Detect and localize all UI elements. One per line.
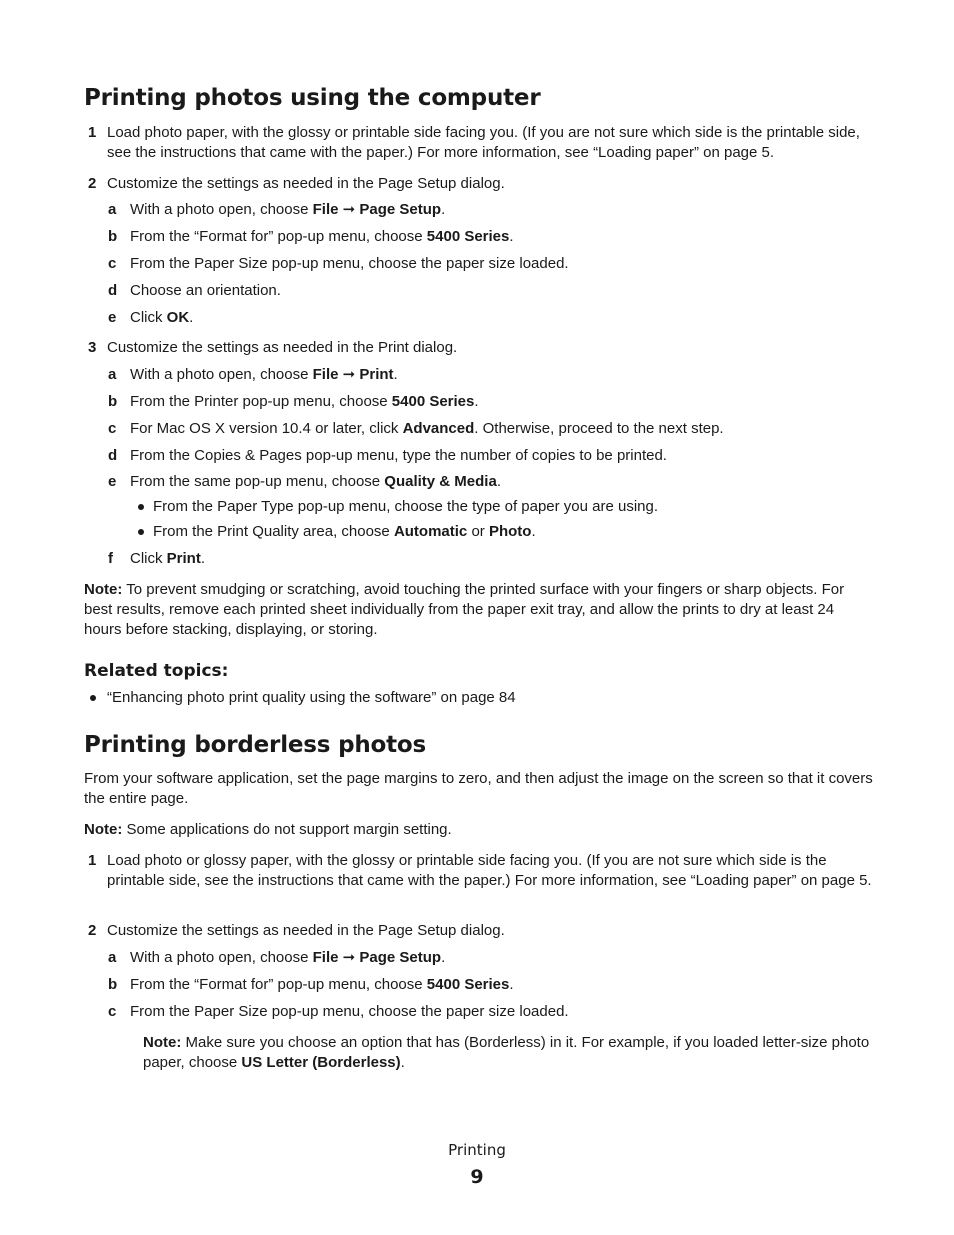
bullet-icon [138,504,144,510]
footer-chapter-label: Printing [448,1141,506,1159]
borderless-intro: From your software application, set the page margins to zero, and then adjust the image on the screen so that it covers the entire page. [84,770,873,807]
bullet-icon [138,529,144,535]
section-title-printing-photos: Printing photos using the computer [84,85,541,111]
page-number: 9 [470,1166,484,1188]
note-margin: Note: Some applications do not support margin setting. [84,821,452,838]
note-borderless-option: Note: Make sure you choose an option that has (Borderless) in it. For example, if you loaded letter-size photo paper, choose US Letter (Borderless). [143,1034,870,1071]
section-title-borderless: Printing borderless photos [84,732,426,758]
document-page: Printing photos using the computer 1 Load photo paper, with the glossy or printable side facing you. (If you are not sure which side is the printable side, see the instructions that came with the paper.) For more information, see “Loading paper” on page 5. 2 Customize the settings as needed in the Page Setup dialog. a With a photo open, choose File ➞ Page Setup. b From the “Format for” pop-up menu, choose 5400 Series. c From the Paper Size pop-up menu, choose the paper size loaded. d Choose an orientation. e Click OK. 3 Customize the settings as needed in the Print dialog. a With a photo open, choose File ➞ Print. b From the Printer pop-up menu, choose 5400 Series. c For Mac OS X version 10.4 or later, click Advanced. Otherwise, proceed to the next step. d From the Copies & Pages pop-up menu, type the number of copies to be printed. e From the same pop-up menu, choose Quality & Media. From the Paper Type pop-up menu, choose the type of paper you are using. From the Print Quality area, choose Automatic or Photo. f Click Print. Note: To prevent smudging or scratching, avoid touching the printed surface with your fingers or sharp objects. For best results, remove each printed sheet individually from the paper exit tray, and allow the prints to dry at least 24 hours before stacking, displaying, or storing. Related topics: “Enhancing photo print quality using the software” on page 84 Printing borderless photos From your software application, set the page margins to zero, and then adjust the image on the screen so that it covers the entire page. Note: Some applications do not support margin setting. 1 Load photo or glossy paper, with the glossy or printable side facing you. (If you are not sure which side is the printable side, see the instructions that came with the paper.) For more information, see “Loading paper” on page 5. 2 Customize the settings as needed in the Page Setup dialog. a With a photo open, choose File ➞ Page Setup. b From the “Format for” pop-up menu, choose 5400 Series. c From the Paper Size pop-up menu, choose the paper size loaded. Note: Make sure you choose an option that has (Borderless) in it. For example, if you loaded letter-size photo paper, choose US Letter (Borderless). Printing 9 [84,85,873,1188]
bullet-icon [90,695,96,701]
related-topics-heading: Related topics: [84,661,229,681]
note-smudging: Note: To prevent smudging or scratching, avoid touching the printed surface with your fingers or sharp objects. For best results, remove each printed sheet individually from the paper exit tray, and allow the prints to dry at least 24 hours before stacking, displaying, or storing. [84,581,845,638]
